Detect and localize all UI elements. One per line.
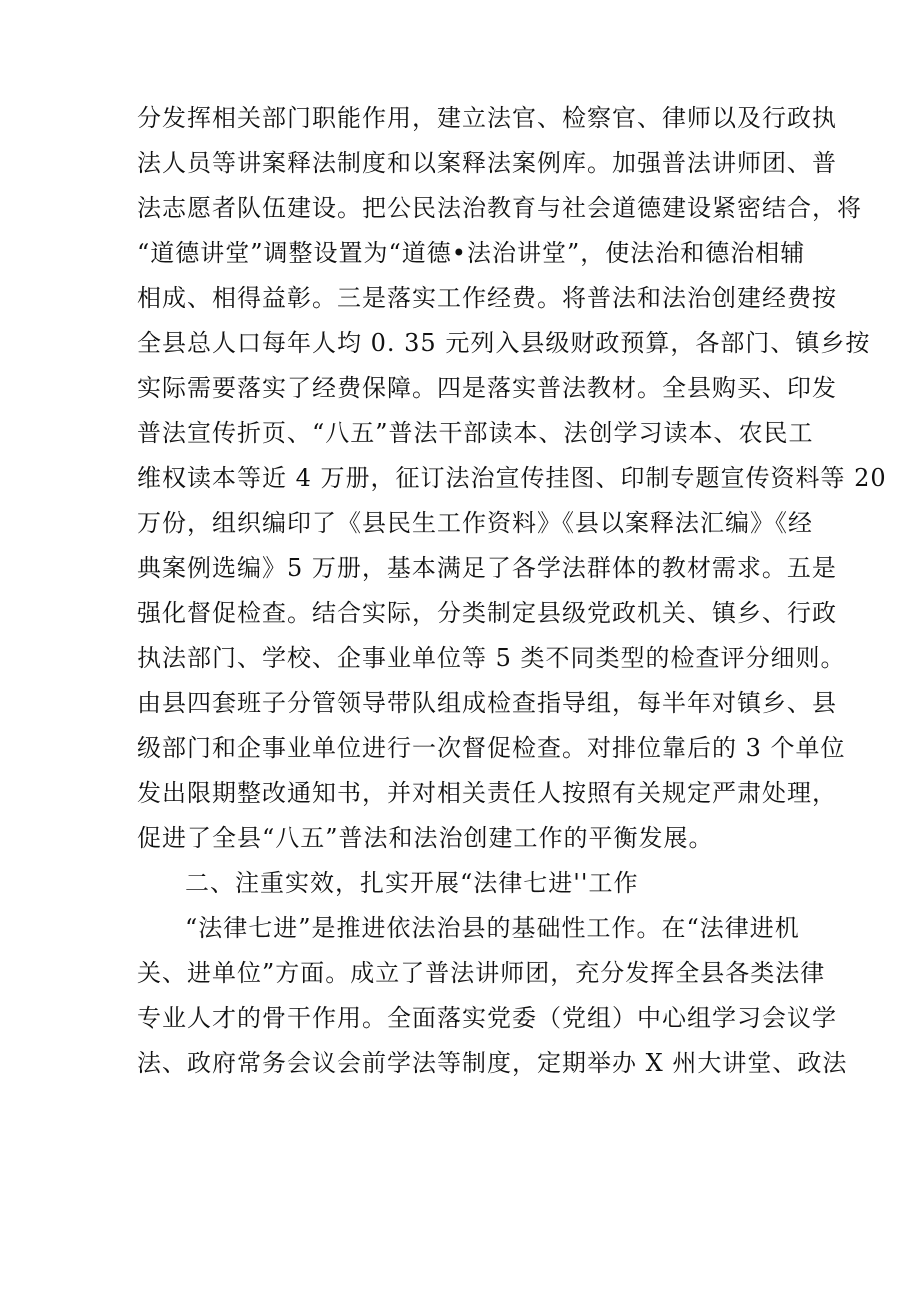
text-line: 全县总人口每年人均 0. 35 元列入县级财政预算，各部门、镇乡按 <box>137 329 871 357</box>
text-line: 法、政府常务会议会前学法等制度，定期举办 X 州大讲堂、政法 <box>137 1049 848 1077</box>
text-line: 相成、相得益彰。三是落实工作经费。将普法和法治创建经费按 <box>137 284 837 312</box>
text-line: 普法宣传折页、“八五”普法干部读本、法创学习读本、农民工 <box>137 419 814 447</box>
text-line: “道德讲堂”调整设置为“道德•法治讲堂”，使法治和德治相辅 <box>137 239 806 267</box>
text-line: 由县四套班子分管领导带队组成检查指导组，每半年对镇乡、县 <box>137 689 837 717</box>
text-line: “法律七进”是推进依法治县的基础性工作。在“法律进机 <box>185 914 800 942</box>
text-line: 法人员等讲案释法制度和以案释法案例库。加强普法讲师团、普 <box>137 149 837 177</box>
text-line: 实际需要落实了经费保障。四是落实普法教材。全县购买、印发 <box>137 374 837 402</box>
text-line: 专业人才的骨干作用。全面落实党委（党组）中心组学习会议学 <box>137 1004 837 1032</box>
text-line: 发出限期整改通知书，并对相关责任人按照有关规定严肃处理， <box>137 779 837 807</box>
text-line: 级部门和企事业单位进行一次督促检查。对排位靠后的 3 个单位 <box>137 734 846 762</box>
section-heading: 二、注重实效，扎实开展“法律七进''工作 <box>185 869 639 897</box>
text-line: 强化督促检查。结合实际，分类制定县级党政机关、镇乡、行政 <box>137 599 837 627</box>
text-line: 典案例选编》5 万册，基本满足了各学法群体的教材需求。五是 <box>137 554 837 582</box>
text-line: 执法部门、学校、企事业单位等 5 类不同类型的检查评分细则。 <box>137 644 846 672</box>
text-line: 法志愿者队伍建设。把公民法治教育与社会道德建设紧密结合，将 <box>137 194 862 222</box>
text-line: 维权读本等近 4 万册，征订法治宣传挂图、印制专题宣传资料等 20 <box>137 464 887 492</box>
text-line: 促进了全县“八五”普法和法治创建工作的平衡发展。 <box>137 824 714 852</box>
text-line: 万份，组织编印了《县民生工作资料》《县以案释法汇编》《经 <box>137 509 813 537</box>
document-body <box>137 96 887 1086</box>
text-line: 关、进单位”方面。成立了普法讲师团，充分发挥全县各类法律 <box>137 959 826 987</box>
text-line: 分发挥相关部门职能作用，建立法官、检察官、律师以及行政执 <box>137 104 837 132</box>
